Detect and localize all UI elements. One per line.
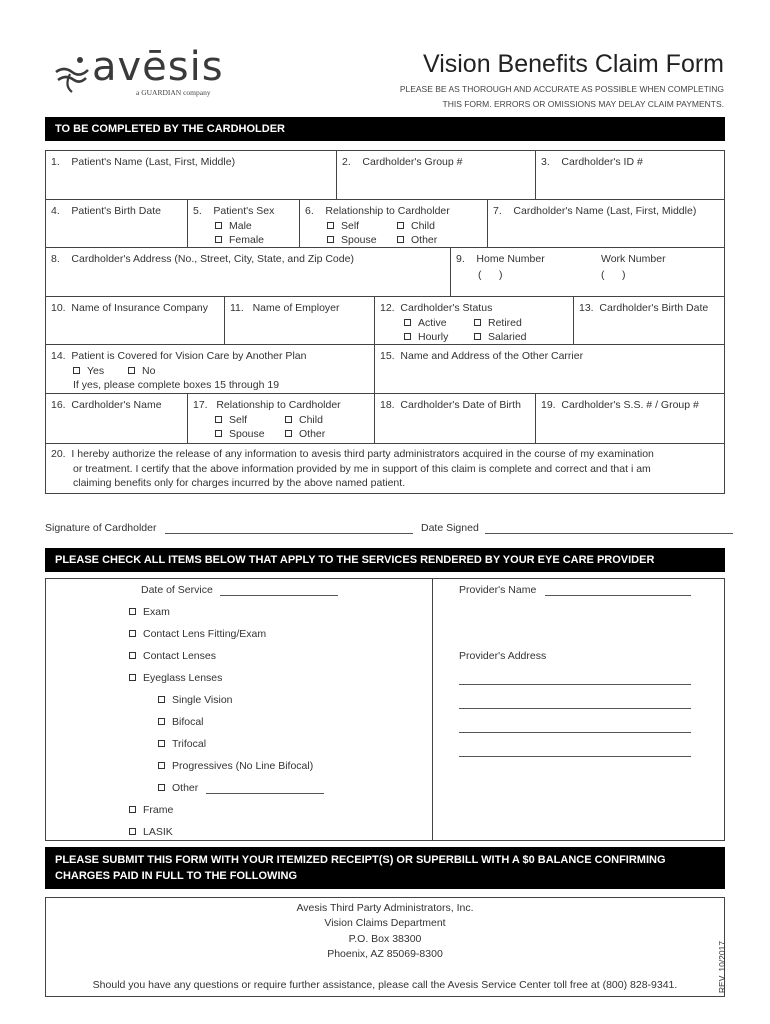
option-label: Self — [229, 413, 248, 426]
field-other-cardholder-dob[interactable] — [374, 393, 535, 443]
section-services-header: PLEASE CHECK ALL ITEMS BELOW THAT APPLY TO THE SERVICES RENDERED BY YOUR EYE CARE PROVIDER — [45, 548, 725, 572]
submit-header-line: PLEASE SUBMIT THIS FORM WITH YOUR ITEMIZED RECEIPT(S) OR SUPERBILL WITH A $0 BALANCE CONFIRMING — [55, 854, 666, 866]
address-department: Vision Claims Department — [324, 917, 446, 929]
field-label: 10. Name of Insurance Company — [51, 302, 208, 314]
address-city-state-zip: Phoenix, AZ 85069-8300 — [327, 948, 443, 960]
checkbox-exam[interactable] — [129, 608, 136, 615]
service-lasik — [129, 826, 173, 838]
option-label: Hourly — [418, 331, 449, 343]
checkbox-contact-lenses[interactable] — [129, 652, 136, 659]
form-title: Vision Benefits Claim Form — [422, 50, 724, 78]
field-cardholder-name[interactable] — [487, 199, 725, 247]
checkbox-male[interactable] — [215, 222, 222, 229]
field-patient-name[interactable] — [46, 151, 336, 199]
checkbox-contact-fitting[interactable] — [129, 630, 136, 637]
instruction-line: THIS FORM. ERRORS OR OMISSIONS MAY DELAY CLAIM PAYMENTS. — [442, 99, 724, 109]
logo-tagline: a GUARDIAN company — [136, 88, 211, 97]
checkbox-yes[interactable] — [73, 367, 80, 374]
home-number-label: 9. Home Number — [456, 253, 545, 265]
field-label: 17. Relationship to Cardholder — [193, 399, 341, 411]
checkbox-spouse[interactable] — [327, 236, 334, 243]
field-ssn-group[interactable] — [535, 393, 725, 443]
option-label: Self — [341, 219, 360, 232]
field-note: If yes, please complete boxes 15 through 19 — [73, 379, 280, 391]
service-eyeglass-lenses — [129, 672, 222, 684]
service-bifocal — [158, 716, 204, 728]
option-label: Single Vision — [172, 694, 233, 706]
field-label: 7. Cardholder's Name (Last, First, Middle) — [493, 205, 697, 217]
checkbox-female[interactable] — [215, 236, 222, 243]
field-label: 4. Patient's Birth Date — [51, 205, 161, 217]
avesis-logo — [54, 44, 224, 100]
checkbox-other-lens[interactable] — [158, 784, 165, 791]
field-insurance-company[interactable] — [46, 296, 224, 344]
home-number-input[interactable]: ( ) — [478, 268, 503, 281]
address-po-box: P.O. Box 38300 — [348, 933, 422, 945]
field-label: 6. Relationship to Cardholder — [305, 205, 450, 217]
field-other-carrier[interactable] — [374, 344, 725, 393]
provider-name-label: Provider's Name — [459, 584, 537, 596]
option-label: Yes — [87, 364, 105, 377]
authorization-text: 20. I hereby authorize the release of any information to avesis third party administrators acquired in the course of my examination — [51, 448, 654, 460]
avesis-swirl-icon — [54, 54, 94, 94]
option-label: Salaried — [488, 331, 527, 343]
checkbox-single-vision[interactable] — [158, 696, 165, 703]
field-label: 16. Cardholder's Name — [51, 399, 162, 411]
work-number-input[interactable]: ( ) — [601, 268, 626, 281]
field-other-relationship — [187, 393, 374, 443]
date-of-service-label: Date of Service — [141, 584, 213, 596]
field-cardholder-address[interactable] — [46, 247, 450, 296]
field-relationship — [299, 199, 487, 247]
checkbox-progressives[interactable] — [158, 762, 165, 769]
option-label: Spouse — [341, 234, 377, 246]
submit-header-line: CHARGES PAID IN FULL TO THE FOLLOWING — [55, 870, 297, 882]
revision-label: REV. 10/2017 — [717, 940, 727, 994]
field-label: 13. Cardholder's Birth Date — [579, 302, 709, 314]
section-submit-header — [45, 847, 725, 889]
option-label: Male — [229, 219, 252, 232]
service-contact-lenses — [129, 650, 216, 662]
option-label: Other — [411, 234, 438, 246]
option-label: Child — [411, 219, 435, 232]
field-label: 2. Cardholder's Group # — [342, 156, 463, 168]
checkbox-other[interactable] — [397, 236, 404, 243]
field-label: 11. Name of Employer — [230, 302, 340, 314]
authorization-text: claiming benefits only for charges incurred by the above named patient. — [73, 477, 406, 489]
checkbox-salaried[interactable] — [474, 333, 481, 340]
checkbox-active[interactable] — [404, 319, 411, 326]
signature-label: Signature of Cardholder — [45, 522, 157, 534]
field-authorization — [46, 443, 725, 494]
checkbox-lasik[interactable] — [129, 828, 136, 835]
instruction-line: PLEASE BE AS THOROUGH AND ACCURATE AS POSSIBLE WHEN COMPLETING — [399, 84, 724, 94]
option-label: Other — [172, 782, 199, 794]
provider-name-input[interactable] — [545, 595, 691, 596]
checkbox-eyeglass-lenses[interactable] — [129, 674, 136, 681]
form-instructions — [324, 82, 724, 112]
service-contact-fitting — [129, 628, 266, 640]
field-patient-sex — [187, 199, 299, 247]
option-label: Trifocal — [172, 738, 207, 750]
option-label: Contact Lenses — [143, 650, 216, 662]
service-trifocal — [158, 738, 206, 750]
field-label: 8. Cardholder's Address (No., Street, City, State, and Zip Code) — [51, 253, 354, 265]
field-label: 14. Patient is Covered for Vision Care by Another Plan — [51, 350, 307, 362]
signature-input[interactable] — [165, 533, 413, 534]
option-label: Child — [299, 413, 323, 426]
option-label: LASIK — [143, 826, 173, 838]
provider-address-line-4[interactable] — [459, 756, 691, 757]
checkbox-self[interactable] — [215, 416, 222, 423]
checkbox-no[interactable] — [128, 367, 135, 374]
field-other-coverage — [46, 344, 374, 393]
field-group-number[interactable] — [336, 151, 536, 199]
field-label: 12. Cardholder's Status — [380, 302, 493, 314]
option-label: Other — [299, 428, 326, 440]
field-label: 1. Patient's Name (Last, First, Middle) — [51, 156, 236, 168]
checkbox-other[interactable] — [285, 430, 292, 437]
option-label: Active — [418, 316, 447, 329]
section-cardholder-header: TO BE COMPLETED BY THE CARDHOLDER — [45, 117, 725, 141]
authorization-text: or treatment. I certify that the above information provided by me in support of this claim is complete and correct and that i am — [73, 462, 651, 475]
option-label: Exam — [143, 606, 170, 618]
provider-address-line-3[interactable] — [459, 732, 691, 733]
services-divider — [432, 579, 433, 840]
field-cardholder-id[interactable] — [535, 151, 725, 199]
other-lens-input[interactable] — [206, 793, 324, 794]
service-frame — [129, 804, 173, 816]
field-label: 18. Cardholder's Date of Birth — [380, 399, 521, 411]
questions-note: Should you have any questions or require further assistance, please call the Avesis Service Center toll free at (800) 828-9341. — [92, 979, 678, 991]
option-label: Bifocal — [172, 716, 204, 728]
checkbox-retired[interactable] — [474, 319, 481, 326]
field-cardholder-birth-date[interactable] — [573, 296, 725, 344]
field-employer[interactable] — [224, 296, 374, 344]
date-signed-label: Date Signed — [421, 522, 479, 534]
work-number-label: Work Number — [601, 253, 666, 265]
service-exam — [129, 606, 170, 618]
field-label: 3. Cardholder's ID # — [541, 156, 643, 168]
provider-address-label: Provider's Address — [459, 650, 547, 662]
logo-wordmark: avēsis — [92, 44, 224, 90]
checkbox-hourly[interactable] — [404, 333, 411, 340]
option-label: Frame — [143, 804, 174, 816]
checkbox-child[interactable] — [397, 222, 404, 229]
checkbox-frame[interactable] — [129, 806, 136, 813]
checkbox-child[interactable] — [285, 416, 292, 423]
field-label: 5. Patient's Sex — [193, 205, 275, 217]
checkbox-trifocal[interactable] — [158, 740, 165, 747]
option-label: Contact Lens Fitting/Exam — [143, 628, 267, 640]
option-label: Female — [229, 234, 265, 246]
provider-address-line-1[interactable] — [459, 684, 691, 685]
option-label: Spouse — [229, 428, 265, 440]
field-other-cardholder-name[interactable] — [46, 393, 187, 443]
provider-address-line-2[interactable] — [459, 708, 691, 709]
checkbox-self[interactable] — [327, 222, 334, 229]
field-phone-numbers — [450, 247, 725, 296]
field-label: 15. Name and Address of the Other Carrier — [380, 350, 584, 362]
field-patient-birth-date[interactable] — [46, 199, 187, 247]
date-signed-input[interactable] — [485, 533, 733, 534]
option-label: Eyeglass Lenses — [143, 672, 223, 684]
service-other — [158, 782, 198, 794]
address-company: Avesis Third Party Administrators, Inc. — [296, 902, 474, 914]
service-progressives — [158, 760, 313, 772]
field-cardholder-status — [374, 296, 573, 344]
option-label: Progressives (No Line Bifocal) — [172, 760, 314, 772]
option-label: Retired — [488, 316, 522, 329]
cardholder-form-grid — [45, 150, 725, 494]
checkbox-spouse[interactable] — [215, 430, 222, 437]
service-single-vision — [158, 694, 233, 706]
field-label: 19. Cardholder's S.S. # / Group # — [541, 399, 699, 411]
date-of-service-input[interactable] — [220, 595, 338, 596]
option-label: No — [142, 364, 156, 377]
checkbox-bifocal[interactable] — [158, 718, 165, 725]
